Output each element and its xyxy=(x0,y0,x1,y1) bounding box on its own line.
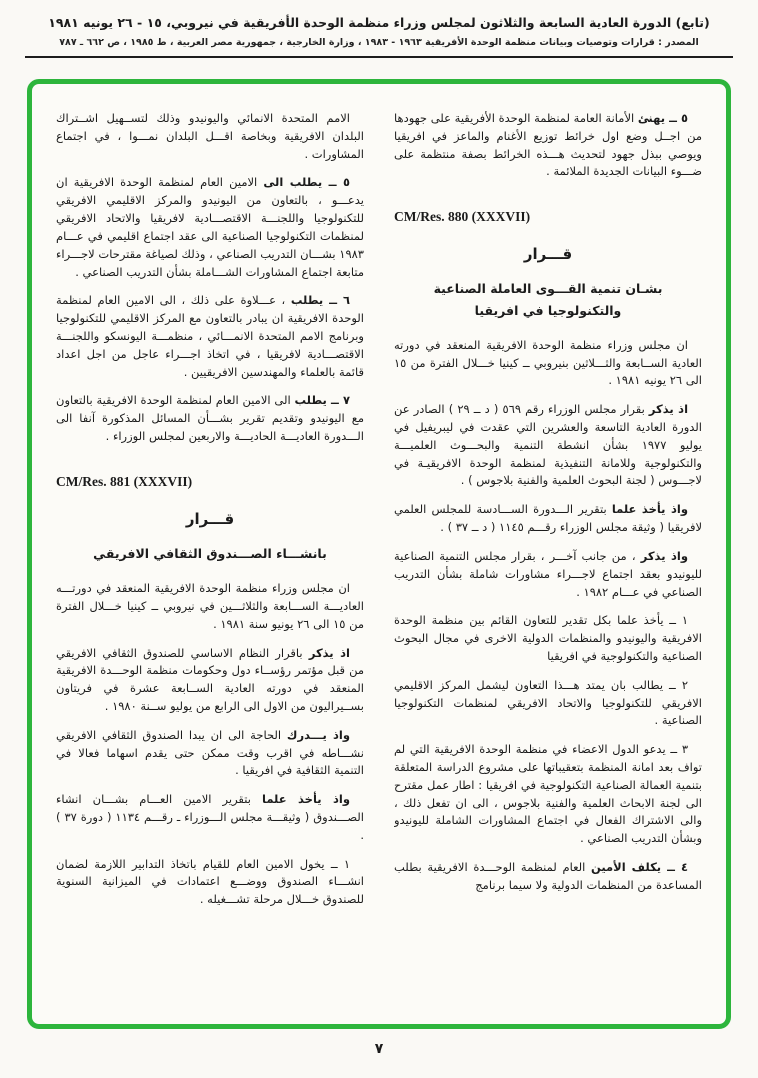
paragraph-text: بقرار مجلس الوزراء رقم ٥٦٩ ( د ــ ٢٩ ) الصادر عن الدورة العادية التاسعة والعشرين التي عقدت في ليبريفيل في يوليو ١٩٧٧ بشأن انشطة التنمية والبحـــوث العلميـــة والتكنولوجية وللامانة التنفيذية لمنظمة الوحدة الافريقيـة في لاجـــوس ( لجنة البحوث العلمية والفنية بلاجوس ) . xyxy=(394,402,702,488)
document-header xyxy=(0,0,758,58)
paragraph xyxy=(394,677,702,730)
paragraph-lead: واذ يأخذ علما xyxy=(262,792,350,807)
green-border-frame xyxy=(27,79,731,1029)
page-number: ٧ xyxy=(374,1041,384,1057)
paragraph xyxy=(394,337,702,390)
paragraph xyxy=(394,501,702,537)
paragraph-lead: ٦ ــ يطلب xyxy=(290,293,350,308)
paragraph-text: ٣ ــ يدعو الدول الاعضاء في منظمة الوحدة الافريقية التي لم تواف بعد امانة المنظمة بتعقيباتها على مشروع الدراسة المتعلقة بتنمية العمالة الصناعية التكنولوجية في افريقيا : اطار عمل مقترح الى لجنة الابحاث العلمية والفنية بلاجوس ، الى ان تفعل ذلك ، والى الاشتراك الفعال في اجتماع المشاورات الشاملة لليونيدو وبشأن التدريب الصناعي . xyxy=(394,742,702,846)
paragraph xyxy=(394,741,702,848)
paragraph xyxy=(56,645,364,716)
paragraph xyxy=(394,859,702,895)
paragraph xyxy=(394,548,702,601)
paragraph-text: ١ ــ يأخذ علما بكل تقدير للتعاون القائم بين منظمة الوحدة الافريقية واليونيدو والمنظمات الدولية الاخرى في مجال البحوث الصناعية والتكنولوجية في افريقيا xyxy=(394,613,702,663)
paragraph-lead: واذ يأخذ علما xyxy=(611,502,688,517)
paragraph-lead: واذ يـــدرك xyxy=(286,727,350,742)
two-column-text xyxy=(56,110,702,1006)
paragraph-lead: اذ يذكر xyxy=(648,402,689,417)
paragraph-lead: ٥ ــ يطلب الى xyxy=(263,175,351,190)
paragraph-lead: ٧ ــ يطلب xyxy=(294,393,350,408)
paragraph xyxy=(56,110,364,163)
paragraph-text: الأمانة العامة لمنظمة الوحدة الأفريقية على جهودها من اجــل وضع اول خرائط توزيع الأغنام والماعز في افريقيا ويوصي ببذل جهود لتحديث هـــذه الخرائط بصفة منتظمة على ضـــوء البيانات الجديدة الملائمة . xyxy=(394,111,702,179)
column-right xyxy=(394,110,702,1006)
page-footer xyxy=(0,1041,758,1057)
resolution-title: قـــرار xyxy=(185,509,235,528)
resolution-subtitle: بانشـــاء الصـــندوق الثقافي الافريقي xyxy=(93,545,327,561)
paragraph-text: ، عـــلاوة على ذلك ، الى الامين العام لمنظمة الوحدة الافريقية ان يبادر بالتعاون مع المركز الاقليمي للتكنولوجيا وبرنامج الامم المتحدة الانمـــائي ، منظمـــة اليونسكو واللجنـــة الاقتصـــادية لافريقيا ، في اتخاذ اجـــراء عاجل من اجل اعداد قائمة بالعلماء والمهندسين الافريقيين . xyxy=(56,293,364,379)
paragraph xyxy=(394,401,702,490)
paragraph xyxy=(394,110,702,181)
paragraph-text: ان مجلس وزراء منظمة الوحدة الافريقية المنعقد في دورته العادية الســابعة والثـــلاثين بنيروبي ــ كينيا خـــلال الفترة من ١٥ الى ٢٦ يونيه ١٩٨١ . xyxy=(394,337,702,388)
header-source-line: المصدر : قرارات وتوصيات وبيانات منظمة الوحدة الأفريقية ١٩٦٣ - ١٩٨٣ ، وزارة الخارجية ، جمهورية مصر العربية ، ط ١٩٨٥ ، ص ٦٦٢ ـ ٧٨٧ xyxy=(59,37,699,48)
resolution-number: CM/Res. 880 (XXXVII) xyxy=(394,209,531,225)
column-left xyxy=(56,110,364,1006)
paragraph-text: العام لمنظمة الوحـــدة الافريقية بطلب المساعدة من المنظمات الدولية ولا سيما برنامج xyxy=(394,860,702,892)
paragraph xyxy=(56,392,364,445)
paragraph-text: الى الامين العام لمنظمة الوحدة الافريقية بالتعاون مع اليونيدو وتقديم تقرير بشـــأن المسائل المذكورة آنفا الى الـــدورة العاديـــة الحاديـــة والاربعين لمجلس الوزراء . xyxy=(56,393,364,443)
paragraph-text: الحاجة الى ان يبدا الصندوق الثقافي الافريقي نشـــاطه في اقرب وقت ممكن حتى يقدم اسهاما فعالا في التنمية الثقافية في افريقيا . xyxy=(56,727,364,778)
paragraph xyxy=(394,612,702,665)
paragraph-text: الامم المتحدة الانمائي واليونيدو وذلك لتســهيل اشــتراك البلدان الافريقية وبخاصة اقـــل البلدان نمـــوا ، في اجتماع المشاورات . xyxy=(56,111,364,161)
paragraph-text: ان مجلس وزراء منظمة الوحدة الافريقية المنعقد في دورتـــه العاديـــة الســـابعة والثلاثـــين في نيروبي ــ كينيا خـــلال الفترة من ١٥ الى ٢٦ يونيو سنة ١٩٨١ . xyxy=(56,581,364,631)
header-divider xyxy=(25,56,733,58)
paragraph xyxy=(56,727,364,780)
paragraph-lead: ٥ ــ يهنئ xyxy=(637,111,688,125)
paragraph xyxy=(56,292,364,381)
paragraph-text: ١ ــ يخول الامين العام للقيام باتخاذ التدابير اللازمة لضمان انشـــاء الصندوق ووضـــع اعتمادات في الميزانية السنوية للصندوق خـــلال مرحلة تشـــغيله . xyxy=(56,856,364,907)
paragraph-text: بتقرير الامين العـــام بشـــان انشاء الصـــندوق ( وثيقـــة مجلس الـــوزراء ـ رقـــم ١١٣٤ ( دورة ٣٧ ) . xyxy=(56,792,364,842)
paragraph-text: الامين العام لمنظمة الوحدة الافريقية ان يدعـــو ، بالتعاون من اليونيدو والمركز الاقليمي الافريقي للتكنولوجيا واللجنـــة الاقتصـــادية لافريقيا والاتحاد الافريقي لمنظمات التكنولوجيا الصناعية الى عقد اجتماع اقليمي في عـــام ١٩٨٣ بشـــان التدريب الصناعي ، وذلك لصياغة مقترحات لاجـــراء متابعة اجتماع المشاورات الشـــاملة بشأن التدريب الصناعي . xyxy=(56,175,364,279)
resolution-subtitle: بشـان تنمية القـــوى العاملة الصناعية والتكنولوجيا في افريقيا xyxy=(433,281,663,318)
resolution-title: قـــرار xyxy=(523,245,573,264)
paragraph-text: ، من جانب آخـــر ، بقرار مجلس التنمية الصناعية لليونيدو بعقد اجتماع لاجـــراء مشاورات شاملة بشأن التدريب الصناعي في عـــام ١٩٨٢ . xyxy=(394,548,702,599)
paragraph-lead: ٤ ــ يكلف الأمين xyxy=(591,860,689,875)
paragraph-lead: اذ يذكر xyxy=(308,645,350,660)
header-session-title: (تابع) الدورة العادية السابعة والثلاثون لمجلس وزراء منظمة الوحدة الأفريقية في نيروبي، ١٥ - ٢٦ يونيه ١٩٨١ xyxy=(48,15,710,30)
paragraph-lead: واذ يذكر xyxy=(640,548,688,563)
resolution-number: CM/Res. 881 (XXXVII) xyxy=(56,473,193,489)
paragraph xyxy=(56,791,364,844)
paragraph-text: بتقرير الـــدورة الســـادسة للمجلس العلمي لافريقيا ( وثيقة مجلس الوزراء رقـــم ١١٤٥ ( د ــ ٣٧ ) . xyxy=(394,502,702,535)
paragraph xyxy=(56,580,364,633)
paragraph-text: ٢ ــ يطالب بان يمتد هـــذا التعاون ليشمل المركز الاقليمي الافريقي للتكنولوجيا والاتحاد الافريقي لمنظمات التكنولوجيا الصناعية . xyxy=(394,677,702,728)
paragraph xyxy=(56,174,364,281)
paragraph xyxy=(56,856,364,909)
paragraph-text: باقرار النظام الاساسي للصندوق الثقافي الافريقي من قبل مؤتمر رؤســاء دول وحكومات منظمة الوحـــدة الافريقية المنعقد في دورته العادية الســابعة عشرة في فريتاون بســيراليون من الاول الى الرابع من يوليو ســنة ١٩٨٠ . xyxy=(56,645,364,713)
